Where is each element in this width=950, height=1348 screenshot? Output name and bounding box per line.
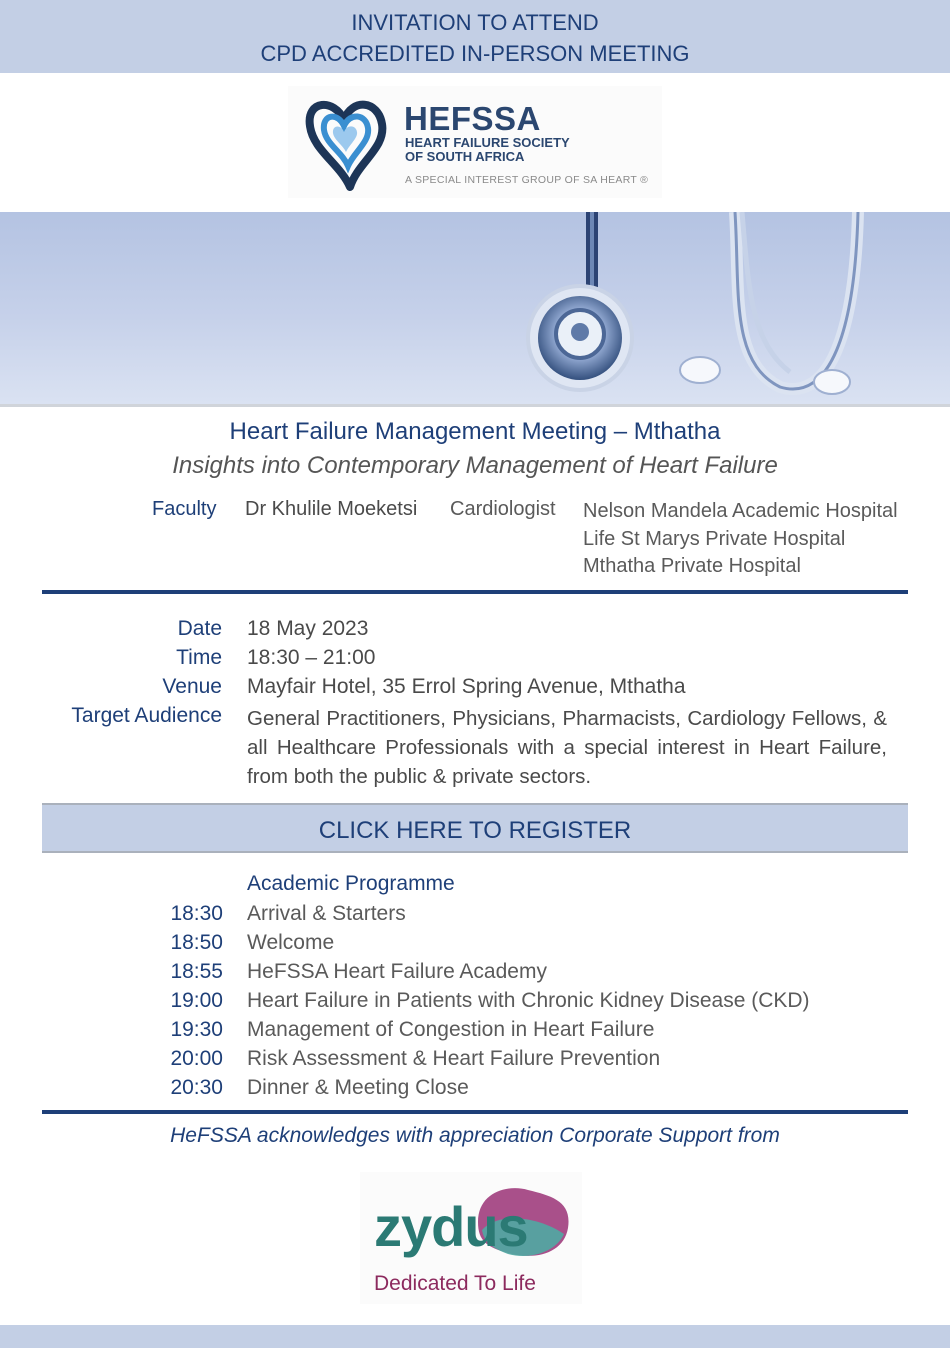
meeting-subtitle: Insights into Contemporary Management of Heart Failure: [172, 452, 778, 479]
hospital-item: Life St Marys Private Hospital: [583, 527, 846, 550]
logo-subtitle-line-2: OF SOUTH AFRICA: [405, 149, 525, 164]
footer-band: [0, 1325, 950, 1348]
date-value: 18 May 2023: [247, 617, 369, 640]
audience-label: Target Audience: [71, 704, 222, 727]
programme-item: Heart Failure in Patients with Chronic Kidney Disease (CKD): [247, 989, 810, 1012]
register-button[interactable]: CLICK HERE TO REGISTER: [42, 803, 908, 853]
logo-subtitle: [405, 136, 570, 164]
venue-value: Mayfair Hotel, 35 Errol Spring Avenue, Mthatha: [247, 675, 686, 698]
invitation-banner: [0, 0, 950, 73]
meeting-title: Heart Failure Management Meeting – Mthatha: [229, 418, 721, 445]
programme-row: [0, 931, 950, 960]
stethoscope-icon: [0, 212, 950, 404]
programme-row: [0, 989, 950, 1018]
logo-tagline: A SPECIAL INTEREST GROUP OF SA HEART ®: [405, 174, 649, 186]
programme-time: 20:00: [170, 1047, 223, 1070]
acknowledgement-text: HeFSSA acknowledges with appreciation Corporate Support from: [170, 1124, 780, 1147]
date-label: Date: [177, 617, 222, 640]
hefssa-logo: [288, 86, 662, 198]
faculty-role: Cardiologist: [450, 498, 556, 520]
sponsor-logo: [360, 1172, 582, 1304]
logo-subtitle-line-1: HEART FAILURE SOCIETY: [405, 135, 570, 150]
faculty-name: Dr Khulile Moeketsi: [245, 498, 418, 520]
sponsor-wordmark: zydus: [374, 1195, 528, 1258]
programme-time: 19:00: [170, 989, 223, 1012]
programme-time: 19:30: [170, 1018, 223, 1041]
programme-heading: Academic Programme: [247, 872, 455, 895]
faculty-hospitals: [583, 498, 898, 581]
programme-row: [0, 960, 950, 989]
time-label: Time: [176, 646, 222, 669]
stethoscope-hero-image: [0, 212, 950, 404]
time-value: 18:30 – 21:00: [247, 646, 376, 669]
programme-time: 18:50: [170, 931, 223, 954]
section-divider: [42, 1110, 908, 1114]
programme-row: [0, 1047, 950, 1076]
banner-line-2: CPD ACCREDITED IN-PERSON MEETING: [260, 41, 690, 66]
hospital-item: Mthatha Private Hospital: [583, 555, 801, 577]
logo-wordmark: HEFSSA: [404, 100, 541, 137]
programme-row: [0, 902, 950, 931]
programme-item: Risk Assessment & Heart Failure Prevention: [247, 1047, 661, 1070]
programme-time: 20:30: [170, 1076, 223, 1099]
venue-label: Venue: [162, 675, 222, 698]
programme-item: Welcome: [247, 931, 335, 954]
hospital-item: Nelson Mandela Academic Hospital: [583, 500, 898, 522]
programme-item: Arrival & Starters: [247, 902, 406, 925]
faculty-label: Faculty: [152, 498, 217, 520]
programme-item: HeFSSA Heart Failure Academy: [247, 960, 547, 983]
programme-item: Management of Congestion in Heart Failure: [247, 1018, 655, 1041]
hero-divider: [0, 404, 950, 407]
programme-time: 18:30: [170, 902, 223, 925]
banner-line-1: INVITATION TO ATTEND: [351, 10, 599, 35]
sponsor-tagline: Dedicated To Life: [374, 1272, 536, 1295]
programme-time: 18:55: [170, 960, 223, 983]
section-divider: [42, 590, 908, 594]
heart-logo-icon: [300, 92, 390, 192]
programme-row: [0, 1076, 950, 1105]
programme-item: Dinner & Meeting Close: [247, 1076, 469, 1099]
programme-row: [0, 1018, 950, 1047]
audience-value: General Practitioners, Physicians, Pharmacists, Cardiology Fellows, & all Healthcare Professionals with a special interest in Heart Failure, from both the public & private sectors.: [247, 707, 887, 788]
